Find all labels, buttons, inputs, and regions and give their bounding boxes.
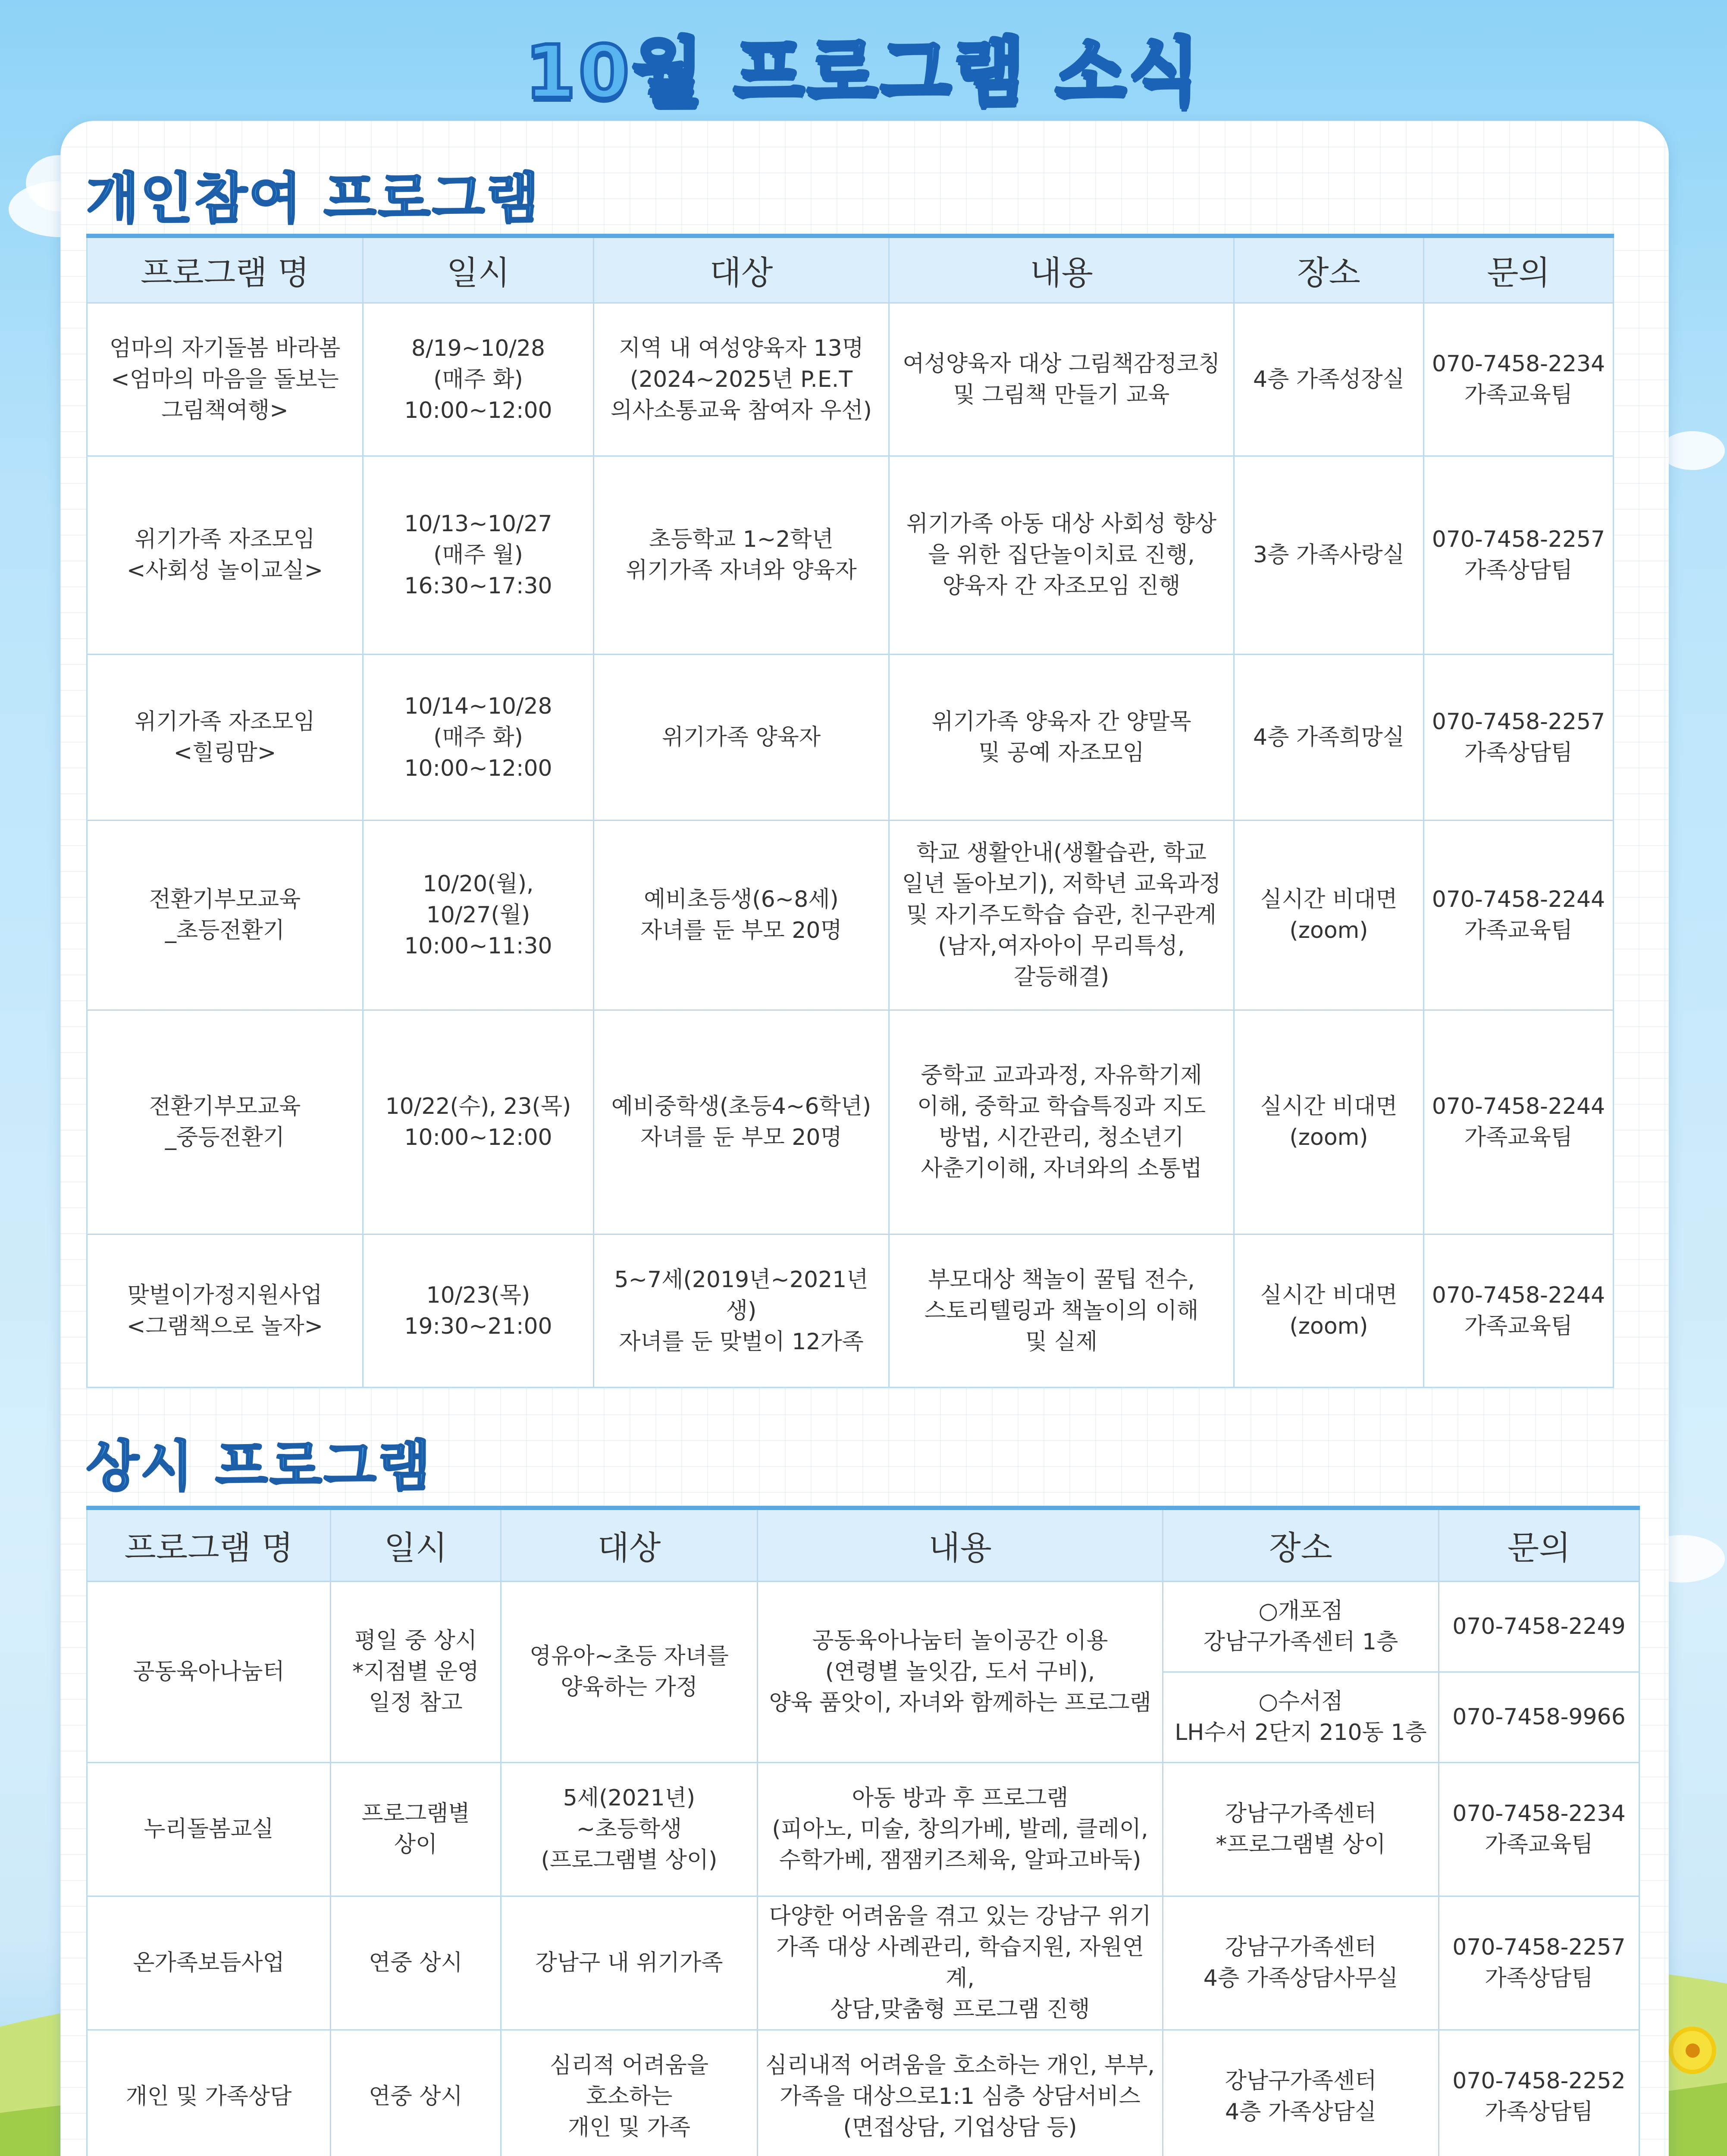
cell-date: 10/22(수), 23(목) 10:00~12:00 [363,1010,594,1234]
cell-contact: 070-7458-2244 가족교육팀 [1424,820,1614,1010]
table-row [87,654,1614,820]
table-row [87,1010,1614,1234]
cloud-decoration [1660,431,1725,470]
header-program-name: 프로그램 명 [87,236,363,303]
cell-program-name: 개인 및 가족상담 [87,2030,331,2156]
table-row [87,1762,1639,1896]
cell-place: 4층 가족희망실 [1234,654,1424,820]
table-row [87,1581,1639,1672]
header-contact: 문의 [1424,236,1614,303]
cell-program-name: 전환기부모교육 _초등전환기 [87,820,363,1010]
cell-place-suseo: ○수서점 LH수서 2단지 210동 1층 [1163,1672,1439,1762]
cell-place: 실시간 비대면 (zoom) [1234,1010,1424,1234]
cell-target: 예비초등생(6~8세) 자녀를 둔 부모 20명 [594,820,889,1010]
cell-place: 실시간 비대면 (zoom) [1234,820,1424,1010]
cell-content: 위기가족 양육자 간 양말목 및 공예 자조모임 [889,654,1234,820]
cell-content: 여성양육자 대상 그림책감정코칭 및 그림책 만들기 교육 [889,303,1234,456]
cell-target: 예비중학생(초등4~6학년) 자녀를 둔 부모 20명 [594,1010,889,1234]
cell-date: 10/13~10/27 (매주 월) 16:30~17:30 [363,456,594,654]
section-title-regular: 상시 프로그램 [86,1435,433,1498]
individual-program-table [86,234,1614,1388]
cell-content: 부모대상 책놀이 꿀팁 전수, 스토리텔링과 책놀이의 이해 및 실제 [889,1234,1234,1387]
cell-contact: 070-7458-2234 가족교육팀 [1424,303,1614,456]
header-place: 장소 [1163,1508,1439,1581]
cell-content: 위기가족 아동 대상 사회성 향상 을 위한 집단놀이치료 진행, 양육자 간 자조모임 진행 [889,456,1234,654]
cell-program-name: 위기가족 자조모임 <힐링맘> [87,654,363,820]
header-date: 일시 [363,236,594,303]
cell-program-name: 온가족보듬사업 [87,1896,331,2030]
cell-date: 10/14~10/28 (매주 화) 10:00~12:00 [363,654,594,820]
cell-place: 강남구가족센터 *프로그램별 상이 [1163,1762,1439,1896]
cell-content: 공동육아나눔터 놀이공간 이용 (연령별 놀잇감, 도서 구비), 양육 품앗이, 자녀와 함께하는 프로그램 [758,1581,1163,1762]
table-row [87,1896,1639,2030]
header-content: 내용 [889,236,1234,303]
table-row [87,2030,1639,2156]
header-contact: 문의 [1439,1508,1639,1581]
cell-place: 강남구가족센터 4층 가족상담실 [1163,2030,1439,2156]
cell-place: 4층 가족성장실 [1234,303,1424,456]
cell-target: 5세(2021년) ~초등학생 (프로그램별 상이) [501,1762,758,1896]
cell-content: 다양한 어려움을 겪고 있는 강남구 위기 가족 대상 사례관리, 학습지원, 자원연계, 상담,맞춤형 프로그램 진행 [758,1896,1163,2030]
cell-place: 실시간 비대면 (zoom) [1234,1234,1424,1387]
cell-contact: 070-7458-2257 가족상담팀 [1439,1896,1639,2030]
cell-target: 초등학교 1~2학년 위기가족 자녀와 양육자 [594,456,889,654]
cell-contact-suseo: 070-7458-9966 [1439,1672,1639,1762]
header-program-name: 프로그램 명 [87,1508,331,1581]
cell-date: 10/20(월), 10/27(월) 10:00~11:30 [363,820,594,1010]
cell-target: 영유아~초등 자녀를 양육하는 가정 [501,1581,758,1762]
cell-contact: 070-7458-2252 가족상담팀 [1439,2030,1639,2156]
cell-target: 5~7세(2019년~2021년생) 자녀를 둔 맞벌이 12가족 [594,1234,889,1387]
cell-date: 8/19~10/28 (매주 화) 10:00~12:00 [363,303,594,456]
cell-contact-gaepo: 070-7458-2249 [1439,1581,1639,1672]
cell-place: 강남구가족센터 4층 가족상담사무실 [1163,1896,1439,2030]
cell-date: 10/23(목) 19:30~21:00 [363,1234,594,1387]
cell-program-name: 공동육아나눔터 [87,1581,331,1762]
section-title-individual: 개인참여 프로그램 [86,167,541,230]
cell-program-name: 엄마의 자기돌봄 바라봄 <엄마의 마음을 돌보는 그림책여행> [87,303,363,456]
cell-contact: 070-7458-2244 가족교육팀 [1424,1010,1614,1234]
header-target: 대상 [501,1508,758,1581]
flower-decoration [1669,2027,1716,2074]
cell-program-name: 맞벌이가정지원사업 <그램책으로 놀자> [87,1234,363,1387]
cell-program-name: 전환기부모교육 _중등전환기 [87,1010,363,1234]
cell-contact: 070-7458-2257 가족상담팀 [1424,456,1614,654]
cell-date: 프로그램별 상이 [331,1762,501,1896]
table-row [87,1234,1614,1387]
cell-contact: 070-7458-2257 가족상담팀 [1424,654,1614,820]
table-row [87,456,1614,654]
header-target: 대상 [594,236,889,303]
cell-content: 중학교 교과과정, 자유학기제 이해, 중학교 학습특징과 지도 방법, 시간관리, 청소년기 사춘기이해, 자녀와의 소통법 [889,1010,1234,1234]
cell-contact: 070-7458-2244 가족교육팀 [1424,1234,1614,1387]
cell-content: 아동 방과 후 프로그램 (피아노, 미술, 창의가베, 발레, 클레이, 수학가베, 잼잼키즈체육, 알파고바둑) [758,1762,1163,1896]
header-date: 일시 [331,1508,501,1581]
cell-content: 학교 생활안내(생활습관, 학교 일년 돌아보기), 저학년 교육과정 및 자기주도학습 습관, 친구관계 (남자,여자아이 무리특성, 갈등해결) [889,820,1234,1010]
cell-target: 강남구 내 위기가족 [501,1896,758,2030]
cell-program-name: 위기가족 자조모임 <사회성 놀이교실> [87,456,363,654]
regular-program-table [86,1506,1640,2156]
page-title: 10월 프로그램 소식 [525,30,1202,115]
cell-contact: 070-7458-2234 가족교육팀 [1439,1762,1639,1896]
cell-target: 지역 내 여성양육자 13명 (2024~2025년 P.E.T 의사소통교육 참여자 우선) [594,303,889,456]
header-place: 장소 [1234,236,1424,303]
table-row [87,303,1614,456]
cell-date: 평일 중 상시 *지점별 운영 일정 참고 [331,1581,501,1762]
cell-date: 연중 상시 [331,1896,501,2030]
cell-target: 위기가족 양육자 [594,654,889,820]
header-content: 내용 [758,1508,1163,1581]
cell-target: 심리적 어려움을 호소하는 개인 및 가족 [501,2030,758,2156]
table-row [87,820,1614,1010]
cell-content: 심리내적 어려움을 호소하는 개인, 부부, 가족을 대상으로1:1 심층 상담서비스 (면접상담, 기업상담 등) [758,2030,1163,2156]
cell-program-name: 누리돌봄교실 [87,1762,331,1896]
cell-place-gaepo: ○개포점 강남구가족센터 1층 [1163,1581,1439,1672]
cell-place: 3층 가족사랑실 [1234,456,1424,654]
cell-date: 연중 상시 [331,2030,501,2156]
